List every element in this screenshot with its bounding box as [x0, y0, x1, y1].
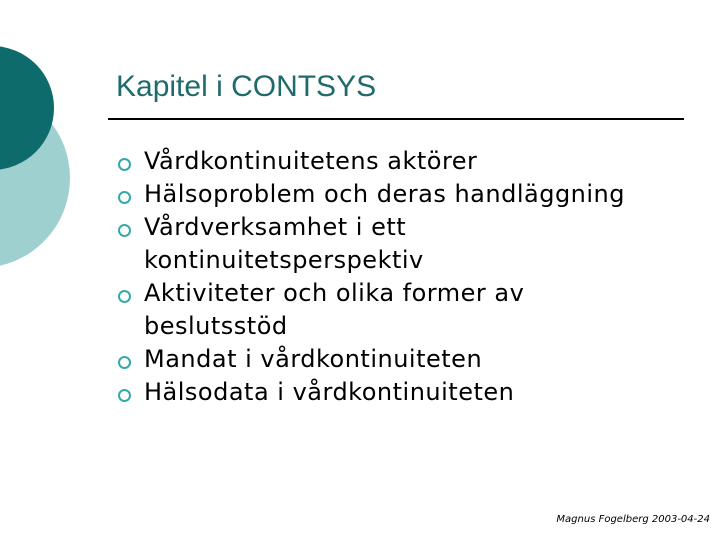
list-item-text: Vårdkontinuitetens aktörer: [144, 147, 478, 175]
title-divider: [108, 118, 684, 120]
list-item: [118, 376, 638, 409]
circle-bullet-icon: [118, 389, 131, 402]
list-item: [118, 178, 638, 211]
circle-bullet-icon: [118, 356, 131, 369]
circle-bullet-icon: [118, 290, 131, 303]
circle-bullet-icon: [118, 191, 131, 204]
list-item: [118, 145, 638, 178]
list-item-text: Mandat i vårdkontinuiteten: [144, 345, 483, 373]
list-item: [118, 343, 638, 376]
slide-title: Kapitel i CONTSYS: [116, 70, 377, 103]
list-item: [118, 211, 638, 277]
list-item-text: Aktiviteter och olika former av beslutsstöd: [144, 279, 525, 340]
footer-author-date: Magnus Fogelberg 2003-04-24: [556, 514, 710, 525]
list-item: [118, 277, 638, 343]
decorative-circles: [0, 0, 120, 300]
list-item-text: Vårdverksamhet i ett kontinuitetsperspektiv: [144, 213, 424, 274]
circle-bullet-icon: [118, 224, 131, 237]
circle-bullet-icon: [118, 158, 131, 171]
list-item-text: Hälsoproblem och deras handläggning: [144, 180, 625, 208]
bullet-list: [118, 145, 638, 409]
list-item-text: Hälsodata i vårdkontinuiteten: [144, 378, 515, 406]
